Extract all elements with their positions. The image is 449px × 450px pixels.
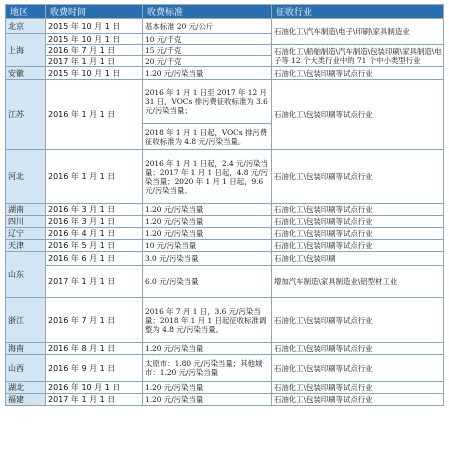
industry-cell: 石油化工\包装印刷等试点行业 bbox=[272, 298, 444, 343]
fee-time-cell: 2016 年 1 月 1 日 bbox=[46, 150, 143, 204]
table-body bbox=[6, 19, 444, 406]
region-cell: 安徽 bbox=[6, 67, 46, 80]
fee-standard-cell: 1.20 元/污染当量 bbox=[143, 216, 272, 228]
fee-standard-cell: 1.20 元/污染当量 bbox=[143, 228, 272, 240]
fee-standard-cell: 6.0 元/污染当量 bbox=[143, 266, 272, 298]
region-cell: 海南 bbox=[6, 343, 46, 355]
fee-time-cell: 2016 年 7 月 1 日 bbox=[46, 45, 143, 56]
fee-standard-cell: 2016 年 7 月 1 日，3.6 元/污染当量；2018 年 1 月 1 日起征收标准调整为 4.8 元/污染当量。 bbox=[143, 298, 272, 343]
fee-time-cell: 2016 年 10 月 1 日 bbox=[46, 382, 143, 394]
fee-time-cell: 2016 年 9 月 1 日 bbox=[46, 355, 143, 382]
region-cell: 湖北 bbox=[6, 382, 46, 394]
table-row bbox=[6, 266, 444, 298]
fee-time-cell: 2015 年 10 月 1 日 bbox=[46, 34, 143, 45]
header-industry: 征收行业 bbox=[272, 5, 444, 19]
fee-standard-cell: 15 元/千克 bbox=[143, 45, 272, 56]
industry-cell: 石油化工\包装印刷等试点行业 bbox=[272, 382, 444, 394]
table-row bbox=[6, 252, 444, 266]
fee-standard-cell: 太原市：1.80 元/污染当量；其他城市：1.20 元/污染当量 bbox=[143, 355, 272, 382]
fee-time-cell: 2016 年 8 月 1 日 bbox=[46, 343, 143, 355]
table-row bbox=[6, 216, 444, 228]
fee-standard-cell: 20 元/千克 bbox=[143, 56, 272, 67]
table-row bbox=[6, 204, 444, 216]
fee-standard-cell: 1.20 元/污染当量 bbox=[143, 67, 272, 80]
table-row bbox=[6, 382, 444, 394]
industry-cell: 石油化工\包装印刷等试点行业 bbox=[272, 150, 444, 204]
header-fee-standard: 收费标准 bbox=[143, 5, 272, 19]
table-row bbox=[6, 343, 444, 355]
fee-time-cell: 2016 年 5 月 1 日 bbox=[46, 240, 143, 252]
table-row bbox=[6, 150, 444, 204]
table-row bbox=[6, 45, 444, 56]
fee-time-cell: 2016 年 1 月 1 日 bbox=[46, 80, 143, 150]
table-row bbox=[6, 298, 444, 343]
vocs-fee-table bbox=[5, 4, 444, 406]
region-cell: 天津 bbox=[6, 240, 46, 252]
fee-standard-cell: 2016 年 1 月 1 日起，2.4 元/污染当量；2017 年 1 月 1 日起，4.8 元/污染当量；2020 年 1 月 1 日起，9.6 元/污染当量。 bbox=[143, 150, 272, 204]
fee-standard-cell: 2018 年 1 月 1 日起，VOCs 排污费征收标准为 4.8 元/污染当量。 bbox=[143, 124, 272, 150]
fee-standard-cell: 基本标准 20 元/公斤 bbox=[143, 19, 272, 34]
industry-cell: 石油化工\包装印刷等试点行业 bbox=[272, 216, 444, 228]
fee-standard-cell: 1.20 元/污染当量 bbox=[143, 343, 272, 355]
region-cell: 福建 bbox=[6, 394, 46, 406]
table-row bbox=[6, 355, 444, 382]
industry-cell: 石油化工\包装印刷等试点行业 bbox=[272, 355, 444, 382]
industry-cell: 石油化工\包装印刷等试点行业 bbox=[272, 343, 444, 355]
region-cell: 山西 bbox=[6, 355, 46, 382]
fee-standard-cell: 2016 年 1 月 1 日至 2017 年 12 月 31 日，VOCs 排污费征收标准为 3.6 元/污染当量； bbox=[143, 80, 272, 124]
fee-time-cell: 2016 年 3 月 1 日 bbox=[46, 204, 143, 216]
industry-cell: 石油化工\包装印刷等试点行业 bbox=[272, 67, 444, 80]
fee-standard-cell: 3.0 元/污染当量 bbox=[143, 252, 272, 266]
table-row bbox=[6, 67, 444, 80]
region-cell: 上海 bbox=[6, 34, 46, 67]
table-row bbox=[6, 228, 444, 240]
region-cell: 北京 bbox=[6, 19, 46, 34]
header-row bbox=[6, 5, 444, 19]
region-cell: 湖南 bbox=[6, 204, 46, 216]
region-cell: 浙江 bbox=[6, 298, 46, 343]
industry-cell: 石油化工\包装印刷等试点行业 bbox=[272, 228, 444, 240]
industry-cell: 石油化工\包装印刷等试点行业 bbox=[272, 204, 444, 216]
fee-standard-cell: 10 元/千克 bbox=[143, 34, 272, 45]
fee-standard-cell: 1.20 元/污染当量 bbox=[143, 204, 272, 216]
region-cell: 山东 bbox=[6, 252, 46, 298]
fee-time-cell: 2016 年 4 月 1 日 bbox=[46, 228, 143, 240]
industry-cell: 增加汽车制造\家具制造业\铝型材工业 bbox=[272, 266, 444, 298]
industry-cell: 石油化工\包装印刷等试点行业 bbox=[272, 240, 444, 252]
fee-time-cell: 2017 年 1 月 1 日 bbox=[46, 394, 143, 406]
industry-cell: 石油化工\汽车制造\电子\印刷\家具制造业 bbox=[272, 19, 444, 45]
region-cell: 四川 bbox=[6, 216, 46, 228]
fee-time-cell: 2017 年 1 月 1 日 bbox=[46, 56, 143, 67]
fee-time-cell: 2017 年 1 月 1 日 bbox=[46, 266, 143, 298]
region-cell: 河北 bbox=[6, 150, 46, 204]
industry-cell: 石油化工\包装印刷等试点行业 bbox=[272, 80, 444, 150]
table-row bbox=[6, 240, 444, 252]
header-fee-time: 收费时间 bbox=[46, 5, 143, 19]
fee-time-cell: 2015 年 10 月 1 日 bbox=[46, 19, 143, 34]
industry-cell: 石油化工\包装印刷等试点行业 bbox=[272, 394, 444, 406]
fee-standard-cell: 10 元/污染当量 bbox=[143, 240, 272, 252]
industry-cell: 石油化工\船舶制造\汽车制造\包装印刷\家具制造\电子等 12 个大类行业中的 71 个中小类型行业 bbox=[272, 45, 444, 67]
fee-time-cell: 2015 年 10 月 1 日 bbox=[46, 67, 143, 80]
fee-standard-cell: 1.20 元/污染当量 bbox=[143, 382, 272, 394]
fee-time-cell: 2016 年 3 月 1 日 bbox=[46, 216, 143, 228]
region-cell: 辽宁 bbox=[6, 228, 46, 240]
fee-time-cell: 2016 年 7 月 1 日 bbox=[46, 298, 143, 343]
region-cell: 江苏 bbox=[6, 80, 46, 150]
table-row bbox=[6, 19, 444, 34]
table-row bbox=[6, 394, 444, 406]
header-region: 地区 bbox=[6, 5, 46, 19]
table-row bbox=[6, 80, 444, 124]
industry-cell: 石油化工\包装印刷 bbox=[272, 252, 444, 266]
fee-time-cell: 2016 年 6 月 1 日 bbox=[46, 252, 143, 266]
fee-standard-cell: 1.20 元/污染当量 bbox=[143, 394, 272, 406]
